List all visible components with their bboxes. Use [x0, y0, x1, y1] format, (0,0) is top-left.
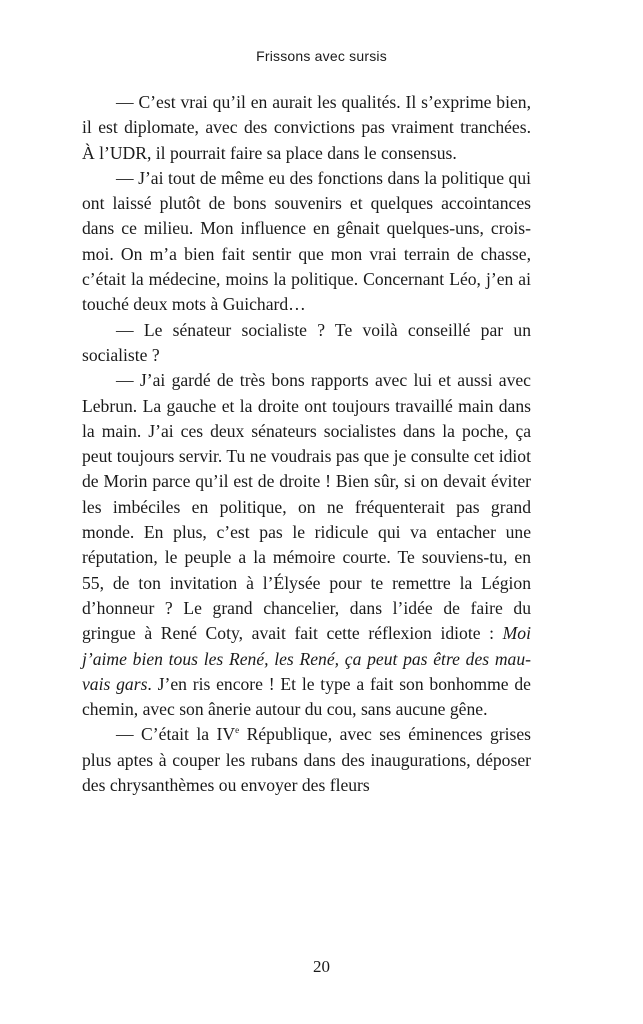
paragraph: — J’ai tout de même eu des fonctions dans la politique qui ont laissé plutôt de bons souvenirs et quelques accointances dans ce milieu. Mon influence en gênait quelques-uns, crois-moi. On m’a bien fait sentir que mon vrai terrain de chasse, c’était la médecine, moins la politique. Concernant Léo, j’en ai touché deux mots à Guichard…: [82, 167, 531, 315]
paragraph: — C’est vrai qu’il en aurait les qualités. Il s’exprime bien, il est diplomate, avec des convictions pas vraiment tranchées. À l’UDR, il pourrait faire sa place dans le consensus.: [82, 92, 531, 163]
running-head: Frissons avec sursis: [256, 48, 387, 64]
paragraph: [82, 722, 531, 798]
paragraph-text: République, avec ses éminences grises plus aptes à couper les rubans dans des inaugurations, déposer des chrysanthèmes ou envoyer des fleurs: [82, 724, 531, 796]
italic-quote: Moi j’aime bien tous les René, les René, ça peut pas être des mauvais gars: [82, 623, 531, 694]
paragraph-text: — J’ai gardé de très bons rapports avec lui et aussi avec Lebrun. La gauche et la droite ont toujours travaillé main dans la main. J’ai ces deux sénateurs socialistes dans la poche, ça peut toujours servir. Tu ne voudrais pas que je consulte cet idiot de Morin parce qu’il est de droite ! Bien sûr, si on devait éviter les imbéciles en politique, on ne fréquenterait pas grand monde. En plus, c’est pas le ridicule qui va entacher une réputation, le peuple a la mémoire courte. Te souviens-tu, en 55, de ton invitation à l’Élysée pour te remettre la Légion d’honneur ? Le grand chancelier, dans l’idée de faire du gringue à René Coty, avait fait cette réflexion idiote :: [82, 370, 531, 644]
superscript: e: [235, 725, 240, 736]
paragraph-text: . J’en ris encore ! Et le type a fait son bonhomme de chemin, avec son ânerie autour du cou, sans aucune gêne.: [82, 673, 531, 720]
paragraph: — Le sénateur socialiste ? Te voilà conseillé par un socialiste ?: [82, 319, 531, 365]
paragraph-text: — C’était la IV: [116, 724, 236, 745]
body-text: [82, 90, 531, 798]
paragraph: [82, 368, 531, 722]
page-number: 20: [313, 957, 330, 976]
